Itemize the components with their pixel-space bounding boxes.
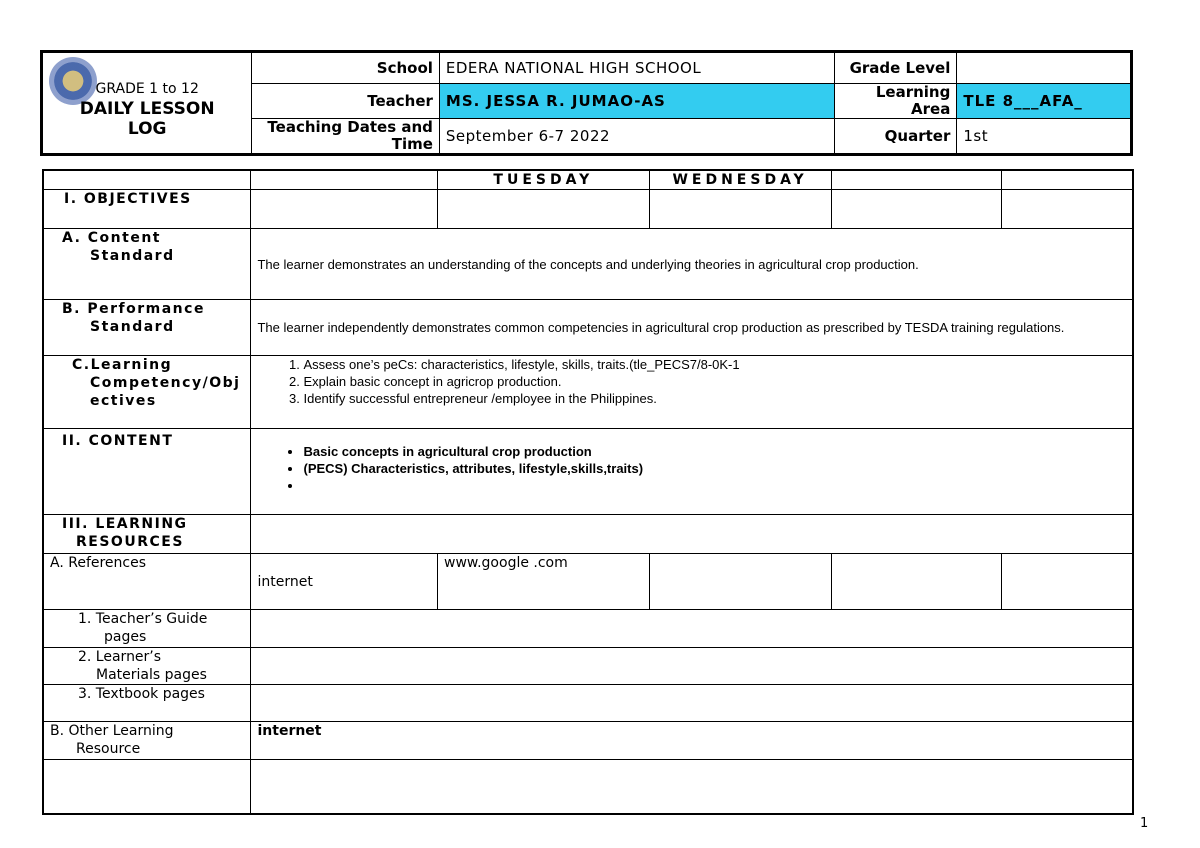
day-tuesday: TUESDAY <box>438 170 650 190</box>
performance-standard-label-line-2: Standard <box>90 319 175 335</box>
content-list-cell <box>251 429 1133 515</box>
content-label: II. CONTENT <box>43 429 251 515</box>
references-label: A. References <box>43 554 251 610</box>
competency-label-line-3: ectives <box>90 393 157 409</box>
day-cell-5 <box>1001 170 1133 190</box>
deped-logo-cell <box>42 52 252 155</box>
day-blank-cell <box>251 170 438 190</box>
other-resources-value: internet <box>251 722 1133 760</box>
competency-item: 3. Identify successful entrepreneur /employee in the Philippines. <box>303 390 1126 407</box>
teachers-guide-label <box>43 610 251 648</box>
page-number: 1 <box>1140 816 1149 831</box>
teacher-value: MS. JESSA R. JUMAO-AS <box>439 84 834 119</box>
competency-list-cell <box>251 356 1133 429</box>
other-resources-label-line-2: Resource <box>76 741 141 757</box>
quarter-value: 1st <box>957 119 1132 155</box>
objectives-label: I. OBJECTIVES <box>43 190 251 229</box>
teachers-guide-label-line-1: 1. Teacher’s Guide <box>78 611 208 627</box>
competency-label <box>43 356 251 429</box>
objectives-cell-2 <box>438 190 650 229</box>
title-line-1: DAILY LESSON <box>79 99 215 119</box>
performance-standard-text: The learner independently demonstrates common competencies in agricultural crop production as prescribed by TESDA training regulations. <box>251 300 1133 356</box>
objectives-cell-1 <box>251 190 438 229</box>
other-resources-label-line-1: B. Other Learning <box>50 723 174 739</box>
content-standard-label-line-1: A. Content <box>62 230 161 246</box>
learners-materials-label <box>43 648 251 685</box>
learning-area-label-line-2: Area <box>911 100 951 118</box>
learning-area-value: TLE 8___AFA_ <box>957 84 1132 119</box>
learners-materials-label-line-2: Materials pages <box>96 667 207 683</box>
competency-label-line-1: C.Learning <box>72 357 173 373</box>
header-table <box>40 50 1133 156</box>
resources-label-line-2: RESOURCES <box>76 534 184 550</box>
grade-level-label: Grade Level <box>834 52 957 84</box>
day-cell-4 <box>831 170 1001 190</box>
learners-materials-cell <box>251 648 1133 685</box>
day-wednesday: WEDNESDAY <box>649 170 831 190</box>
textbook-label: 3. Textbook pages <box>43 685 251 722</box>
content-item: • (PECS) Characteristics, attributes, lifestyle,skills,traits) <box>303 460 1126 477</box>
dates-label-line-1: Teaching Dates and <box>267 118 433 136</box>
blank-row-cell <box>251 760 1133 814</box>
references-cell-3 <box>649 554 831 610</box>
objectives-cell-3 <box>649 190 831 229</box>
grade-line: GRADE 1 to 12 <box>95 81 199 97</box>
blank-row-label <box>43 760 251 814</box>
resources-cell <box>251 515 1133 554</box>
dates-label-line-2: Time <box>391 135 433 153</box>
content-item: • Basic concepts in agricultural crop production <box>303 443 1126 460</box>
quarter-label: Quarter <box>834 119 957 155</box>
learning-area-label <box>834 84 957 119</box>
dates-label <box>252 119 440 155</box>
performance-standard-label <box>43 300 251 356</box>
competency-item: 1. Assess one’s peCs: characteristics, lifestyle, skills, traits.(tle_PECS7/8-0K-1 <box>303 356 1126 373</box>
teacher-label: Teacher <box>252 84 440 119</box>
corner-cell <box>43 170 251 190</box>
references-value: internet <box>251 554 438 610</box>
resources-label-line-1: III. LEARNING <box>62 516 188 532</box>
competency-label-line-2: Competency/Obj <box>90 375 241 391</box>
learners-materials-label-line-1: 2. Learner’s <box>78 649 162 665</box>
content-standard-text: The learner demonstrates an understanding of the concepts and underlying theories in agricultural crop production. <box>251 229 1133 300</box>
content-list <box>257 443 1126 494</box>
references-cell-4 <box>831 554 1001 610</box>
content-standard-label-line-2: Standard <box>90 248 175 264</box>
teachers-guide-label-line-2: pages <box>104 629 147 645</box>
school-label: School <box>252 52 440 84</box>
other-resources-label <box>43 722 251 760</box>
dates-value: September 6-7 2022 <box>439 119 834 155</box>
resources-label <box>43 515 251 554</box>
title-line-2: LOG <box>127 119 167 139</box>
competency-item: 2. Explain basic concept in agricrop production. <box>303 373 1126 390</box>
lesson-log-table <box>42 169 1134 815</box>
content-item <box>303 477 1126 494</box>
objectives-cell-5 <box>1001 190 1133 229</box>
grade-level-value <box>957 52 1132 84</box>
textbook-cell <box>251 685 1133 722</box>
competency-list <box>257 356 1126 407</box>
learning-area-label-line-1: Learning <box>875 83 951 101</box>
content-standard-label <box>43 229 251 300</box>
performance-standard-label-line-1: B. Performance <box>62 301 205 317</box>
teachers-guide-cell <box>251 610 1133 648</box>
school-value: EDERA NATIONAL HIGH SCHOOL <box>439 52 834 84</box>
objectives-cell-4 <box>831 190 1001 229</box>
references-cell-5 <box>1001 554 1133 610</box>
references-tuesday: www.google .com <box>438 554 650 610</box>
